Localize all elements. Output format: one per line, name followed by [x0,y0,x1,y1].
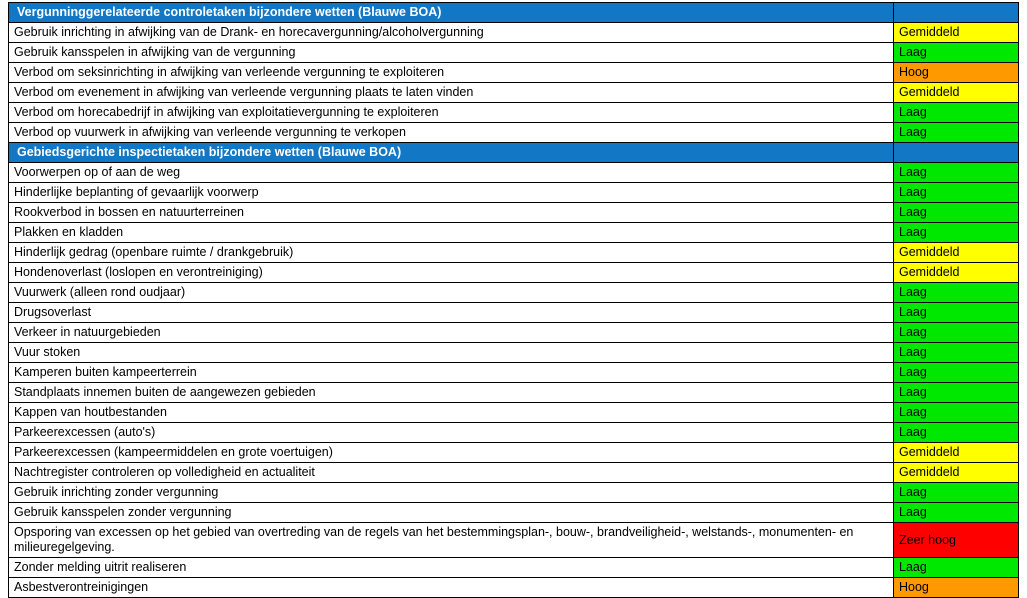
risk-level-cell: Gemiddeld [894,263,1019,283]
risk-level-cell: Laag [894,403,1019,423]
table-row [9,578,1019,598]
section-header-spacer [894,3,1019,23]
risk-level-cell: Laag [894,103,1019,123]
risk-level-cell: Laag [894,223,1019,243]
risk-level-cell: Gemiddeld [894,83,1019,103]
task-description-cell: Plakken en kladden [9,223,894,243]
task-description-cell: Hinderlijke beplanting of gevaarlijk voorwerp [9,183,894,203]
table-row [9,103,1019,123]
table-row [9,83,1019,103]
risk-level-cell: Hoog [894,63,1019,83]
risk-level-cell: Gemiddeld [894,23,1019,43]
task-description-cell: Vuur stoken [9,343,894,363]
table-row [9,163,1019,183]
task-description-cell: Standplaats innemen buiten de aangewezen gebieden [9,383,894,403]
risk-level-cell: Laag [894,343,1019,363]
risk-level-cell: Laag [894,43,1019,63]
risk-level-cell: Laag [894,283,1019,303]
task-description-cell: Drugsoverlast [9,303,894,323]
task-description-cell: Gebruik kansspelen zonder vergunning [9,503,894,523]
section-header-title: Vergunninggerelateerde controletaken bijzondere wetten (Blauwe BOA) [9,3,894,23]
risk-level-cell: Laag [894,558,1019,578]
table-row [9,558,1019,578]
task-description-cell: Vuurwerk (alleen rond oudjaar) [9,283,894,303]
task-description-cell: Gebruik inrichting in afwijking van de Drank- en horecavergunning/alcoholvergunning [9,23,894,43]
table-body [9,3,1019,598]
section-header-title: Gebiedsgerichte inspectietaken bijzondere wetten (Blauwe BOA) [9,143,894,163]
table-row [9,383,1019,403]
table-row [9,183,1019,203]
risk-level-cell: Laag [894,303,1019,323]
table-row [9,463,1019,483]
table-row [9,283,1019,303]
section-header-spacer [894,143,1019,163]
task-description-cell: Verbod om seksinrichting in afwijking van verleende vergunning te exploiteren [9,63,894,83]
risk-level-cell: Laag [894,503,1019,523]
table-row [9,203,1019,223]
task-description-cell: Zonder melding uitrit realiseren [9,558,894,578]
task-description-cell: Hondenoverlast (loslopen en verontreiniging) [9,263,894,283]
table-row [9,343,1019,363]
task-description-cell: Asbestverontreinigingen [9,578,894,598]
task-description-cell: Kamperen buiten kampeerterrein [9,363,894,383]
task-description-cell: Gebruik inrichting zonder vergunning [9,483,894,503]
risk-matrix-sheet [8,2,1018,598]
section-header-row [9,143,1019,163]
table-row [9,423,1019,443]
risk-level-cell: Laag [894,323,1019,343]
table-row [9,503,1019,523]
table-row [9,363,1019,383]
table-row [9,223,1019,243]
risk-level-cell: Laag [894,423,1019,443]
risk-level-cell: Laag [894,203,1019,223]
risk-level-cell: Gemiddeld [894,463,1019,483]
table-row [9,23,1019,43]
risk-level-cell: Laag [894,183,1019,203]
risk-level-cell: Gemiddeld [894,443,1019,463]
table-row [9,323,1019,343]
risk-level-cell: Laag [894,163,1019,183]
table-row [9,63,1019,83]
risk-level-cell: Laag [894,383,1019,403]
task-description-cell: Opsporing van excessen op het gebied van overtreding van de regels van het bestemmingsplan-, bouw-, brandveiligheid-, welstands-, monumenten- en milieuregelgeving. [9,523,894,558]
task-description-cell: Verbod om horecabedrijf in afwijking van exploitatievergunning te exploiteren [9,103,894,123]
task-description-cell: Hinderlijk gedrag (openbare ruimte / drankgebruik) [9,243,894,263]
table-row [9,43,1019,63]
task-description-cell: Verbod op vuurwerk in afwijking van verleende vergunning te verkopen [9,123,894,143]
section-header-row [9,3,1019,23]
risk-level-cell: Laag [894,483,1019,503]
table-row [9,483,1019,503]
risk-level-cell: Gemiddeld [894,243,1019,263]
task-description-cell: Nachtregister controleren op volledigheid en actualiteit [9,463,894,483]
risk-level-cell: Laag [894,363,1019,383]
risk-level-cell: Laag [894,123,1019,143]
table-row [9,123,1019,143]
task-description-cell: Verkeer in natuurgebieden [9,323,894,343]
task-description-cell: Parkeerexcessen (kampeermiddelen en grote voertuigen) [9,443,894,463]
table-row [9,443,1019,463]
table-row [9,303,1019,323]
risk-assessment-table [8,2,1019,598]
risk-level-cell: Zeer hoog [894,523,1019,558]
task-description-cell: Voorwerpen op of aan de weg [9,163,894,183]
task-description-cell: Kappen van houtbestanden [9,403,894,423]
table-row [9,243,1019,263]
risk-level-cell: Hoog [894,578,1019,598]
task-description-cell: Verbod om evenement in afwijking van verleende vergunning plaats te laten vinden [9,83,894,103]
table-row [9,263,1019,283]
table-row [9,523,1019,558]
task-description-cell: Parkeerexcessen (auto's) [9,423,894,443]
task-description-cell: Rookverbod in bossen en natuurterreinen [9,203,894,223]
table-row [9,403,1019,423]
task-description-cell: Gebruik kansspelen in afwijking van de vergunning [9,43,894,63]
